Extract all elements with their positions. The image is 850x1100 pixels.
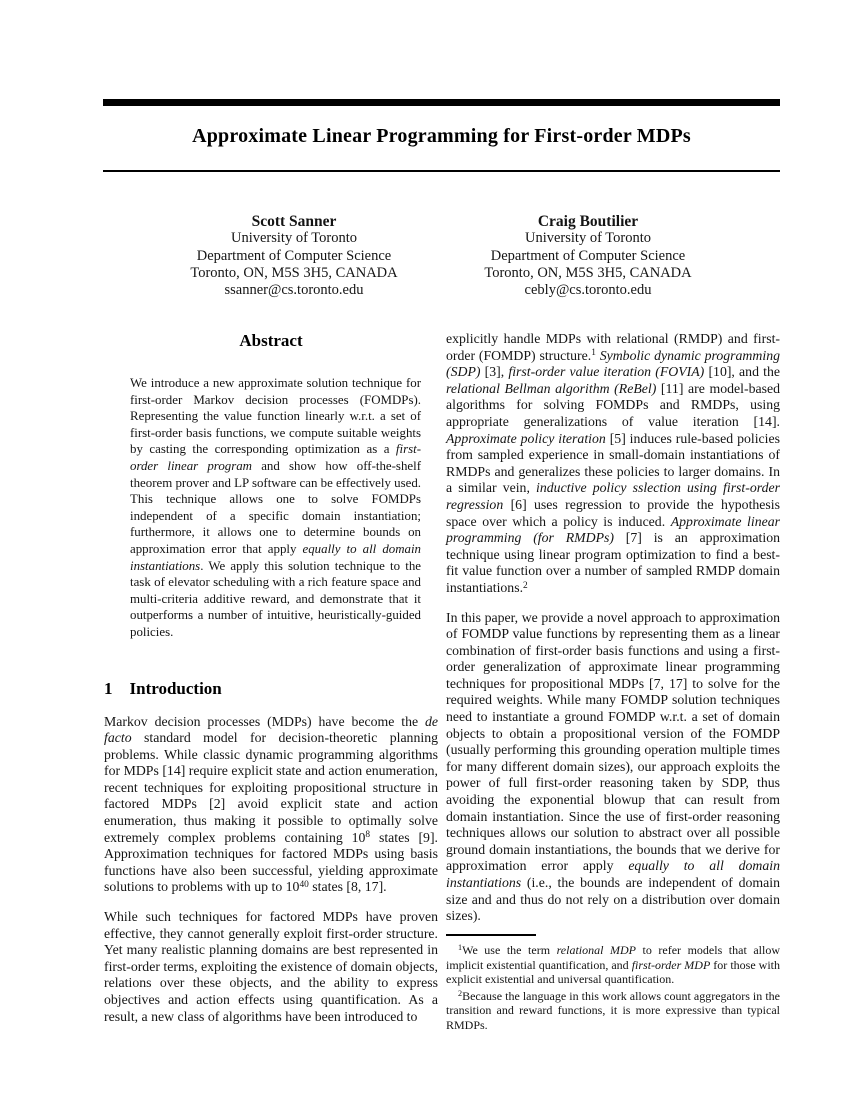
- author-block-2: [448, 213, 728, 299]
- text-run: and show how off-the-shelf theorem prover and LP software can be effectively used. This technique allows one to solve FOMDPs independent of a specific domain instantiation; furthermore, it allows one to determine bounds on approximation error that apply: [130, 458, 421, 556]
- footnote-rule: [446, 934, 536, 936]
- text-run: [7] is an approximation technique using linear program optimization to find a best-fit value function over a number of sampled RMDP domain instantiations.: [446, 530, 781, 595]
- text-run: Because the language in this work allows count aggregators in the transition and reward functions, it is more expressive than typical RMDPs.: [446, 988, 780, 1032]
- text-run: [5] induces rule-based policies from sampled experience in small-domain instantiations of RMDPs and generalizes these policies to larger domains. In a similar vein,: [446, 430, 780, 496]
- section-heading-introduction: [104, 679, 438, 699]
- section-title: Introduction: [129, 678, 222, 698]
- introduction-paragraphs: [104, 714, 438, 1026]
- text-run: for those with explicit existential and universal quantification.: [446, 957, 780, 987]
- author-affiliation: University of Toronto: [525, 230, 651, 247]
- right-column: [446, 331, 780, 938]
- abstract-heading: Abstract: [239, 331, 303, 350]
- top-rule: [103, 99, 780, 106]
- italic-text: first-order MDP: [631, 957, 711, 972]
- right-column-paragraphs: [446, 331, 780, 925]
- text-run: We use the term: [462, 943, 557, 957]
- author-address: Toronto, ON, M5S 3H5, CANADA: [484, 264, 692, 281]
- title-rule: [103, 170, 780, 172]
- italic-text: equally to all domain instantiations: [130, 541, 421, 573]
- text-run: [3],: [480, 364, 509, 380]
- paper-title: Approximate Linear Programming for First-order MDPs: [192, 125, 691, 147]
- text-run: We introduce a new approximate solution technique for first-order Markov decision processes (FOMDPs). Representing the value function linearly w.r.t. a set of first-order basis functions, we compute suitable weights by casting the corresponding optimization as a: [130, 376, 421, 457]
- section-number: 1: [104, 678, 113, 698]
- footnotes-list: [446, 943, 780, 1033]
- italic-text: Symbolic dynamic programming (SDP): [446, 347, 780, 380]
- italic-text: Approximate linear programming (for RMDPs): [446, 513, 780, 546]
- italic-text: Approximate policy iteration: [446, 430, 606, 446]
- author-name: Craig Boutilier: [537, 213, 639, 230]
- italic-text: relational Bellman algorithm (ReBel): [446, 380, 657, 396]
- text-run: (i.e., the bounds are independent of domain size and and thus do not rely on a distribution over domain sizes).: [446, 875, 780, 924]
- superscript: 2: [523, 580, 528, 591]
- abstract-text: [130, 375, 421, 641]
- author-address: Toronto, ON, M5S 3H5, CANADA: [190, 264, 398, 281]
- author-email: ssanner@cs.toronto.edu: [224, 282, 364, 299]
- text-run: In this paper, we provide a novel approach to approximation of FOMDP value functions by representing them as a linear combination of first-order basis functions and using a first-order generalization of approximate linear programming techniques for propositional MDPs [7, 17] to solve for the required weights. While many FOMDP solution techniques need to instantiate a ground FOMDP w.r.t. a set of domain objects to obtain a propositional version of the FOMDP (usually performing this grounding operation multiple times for many different domain sizes), our approach exploits the power of full first-order reasoning taken by SDP, thus avoiding the exponential blowup that can result from domain instantiation. Since the use of first-order reasoning techniques allows our solution to abstract over all possible ground domain instantiations, the bounds that we derive for approximation error apply: [446, 609, 780, 874]
- text-run: [10], and the: [704, 364, 780, 380]
- body-paragraph: [104, 909, 438, 1025]
- author-department: Department of Computer Science: [490, 247, 686, 264]
- text-run: . We apply this solution technique to the task of elevator scheduling with a rich feature space and multi-criteria additive reward, and demonstrate that it outperforms a number of intuitive, heuristically-guided policies.: [130, 558, 421, 639]
- author-affiliation: University of Toronto: [231, 230, 357, 247]
- superscript: 40: [299, 880, 309, 891]
- text-run: [6] uses regression to provide the hypothesis space over which a policy is induced.: [446, 496, 780, 529]
- text-run: [11] are model-based algorithms for solving FOMDPs and RMDPs, using appropriate generalizations of value iteration [14].: [446, 380, 780, 429]
- italic-text: inductive policy sslection using first-order regression: [446, 480, 781, 512]
- italic-text: first-order linear program: [130, 442, 421, 473]
- footnote: [446, 943, 780, 987]
- superscript: 8: [365, 830, 371, 841]
- author-name: Scott Sanner: [251, 213, 337, 230]
- text-run: standard model for decision-theoretic planning problems. While classic dynamic programming algorithms for MDPs [14] require explicit state and action enumeration, recent techniques for exploiting propositional structure in factored MDPs [2] avoid explicit state and action enumeration, thus making it possible to optimally solve extremely complex problems containing 10: [104, 730, 438, 845]
- text-run: Markov decision processes (MDPs) have become the: [104, 713, 425, 729]
- author-block-1: [154, 213, 434, 299]
- text-run: states [9]. Approximation techniques for factored MDPs using basis functions have also been successful, yielding approximate solutions to problems with up to 10: [104, 829, 438, 895]
- footnote: [446, 989, 780, 1033]
- left-column: [104, 331, 438, 1038]
- text-run: While such techniques for factored MDPs have proven effective, they cannot generally exploit first-order structure. Yet many realistic planning domains are best represented in first-order terms, exploiting the existence of domain objects, relations over these objects, and the ability to express objectives and action effects using quantification. As a result, a new class of algorithms have been introduced to: [104, 909, 438, 1024]
- text-run: states [8, 17].: [308, 879, 387, 895]
- italic-text: relational MDP: [556, 943, 636, 957]
- body-paragraph: [446, 331, 780, 597]
- body-paragraph: [446, 610, 780, 925]
- italic-text: first-order value iteration (FOVIA): [508, 364, 705, 380]
- text-run: explicitly handle MDPs with relational (RMDP) and first-order (FOMDP) structure.: [446, 331, 780, 363]
- text-run: to refer models that allow implicit existential quantification, and: [446, 943, 780, 972]
- body-paragraph: [104, 714, 438, 897]
- superscript: 1: [458, 943, 463, 953]
- author-email: cebly@cs.toronto.edu: [524, 282, 652, 299]
- superscript: 2: [458, 989, 463, 999]
- footnotes-block: [446, 934, 780, 1035]
- superscript: 1: [591, 348, 596, 359]
- italic-text: equally to all domain instantiations: [446, 858, 780, 890]
- italic-text: de facto: [104, 713, 438, 746]
- author-department: Department of Computer Science: [196, 247, 392, 264]
